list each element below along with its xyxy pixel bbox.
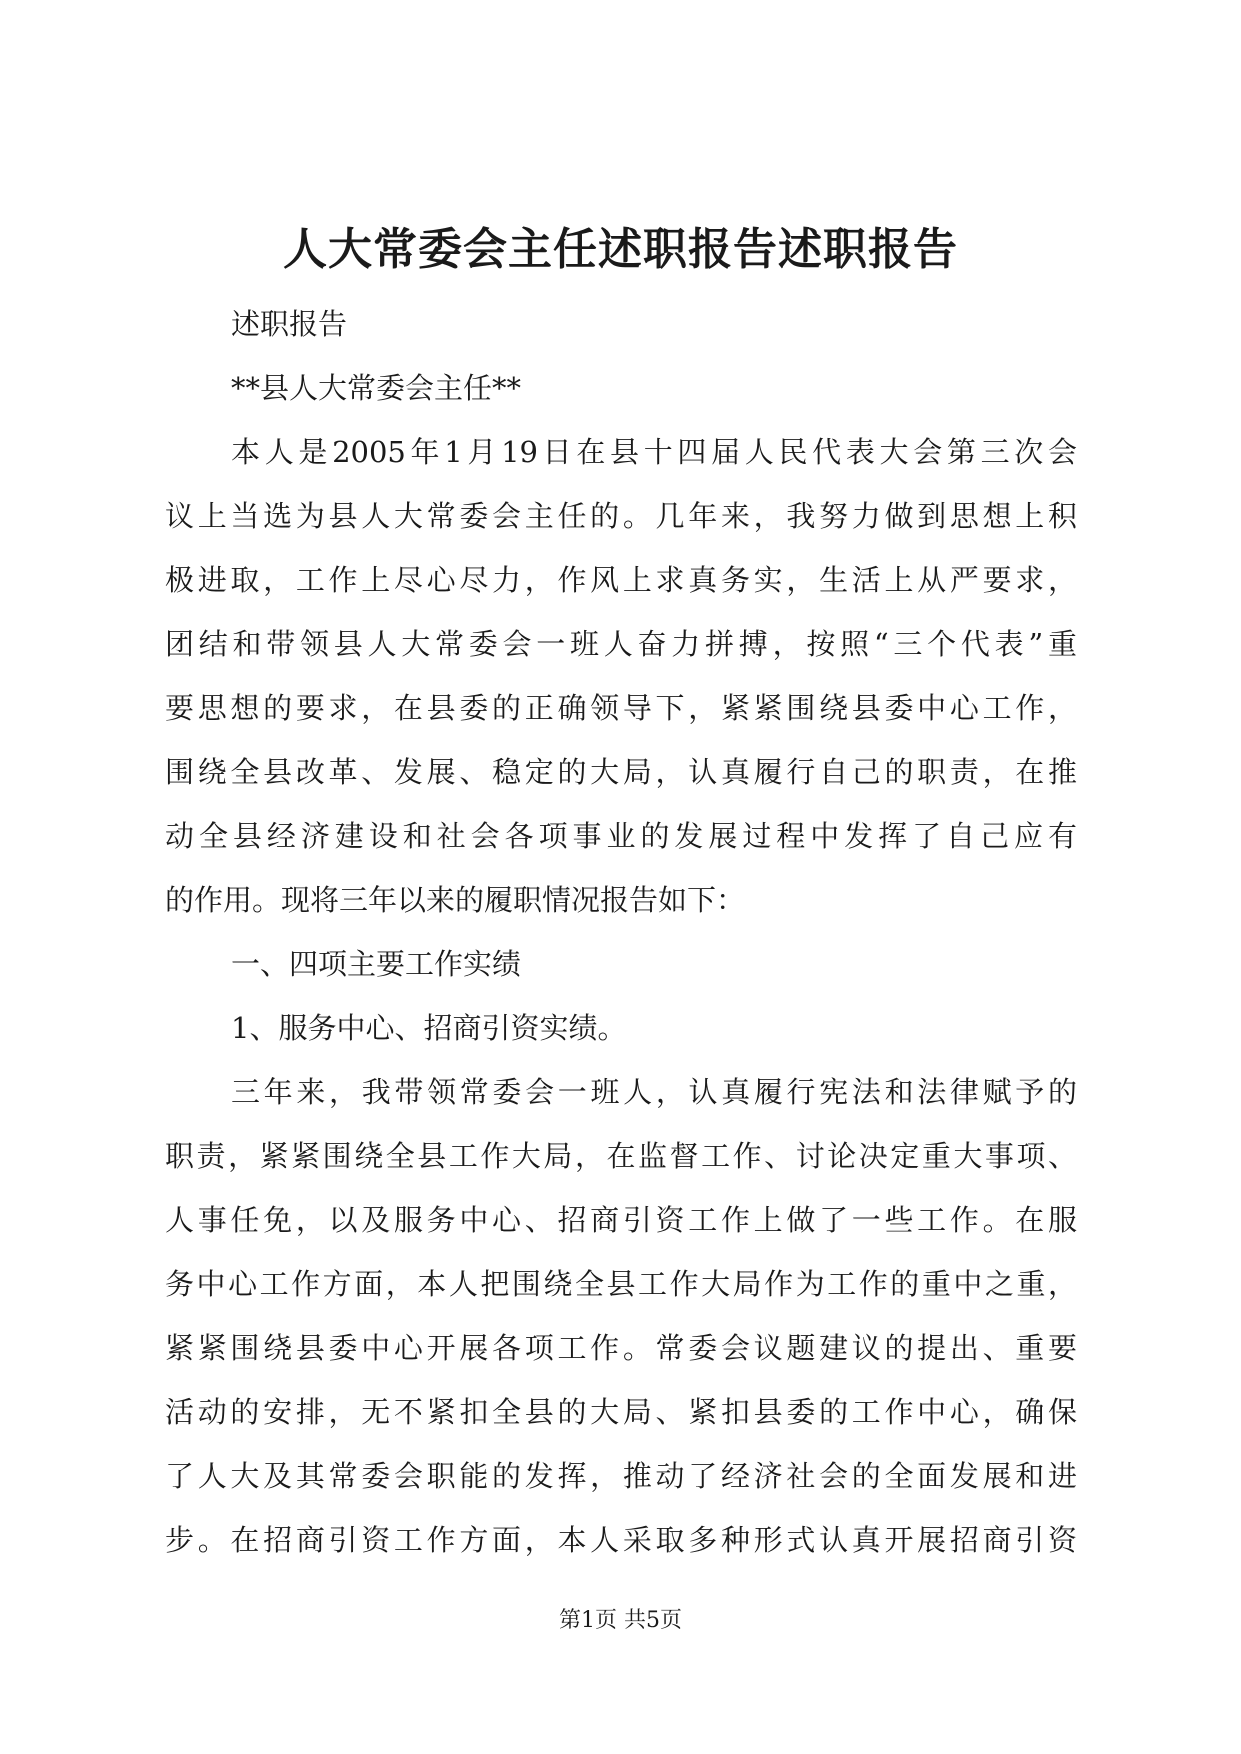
paragraph-line: 的作用。现将三年以来的履职情况报告如下： bbox=[165, 883, 746, 917]
paragraph-line: 围绕全县改革、发展、稳定的大局，认真履行自己的职责，在推 bbox=[165, 755, 1077, 789]
author-line: **县人大常委会主任** bbox=[231, 371, 522, 405]
paragraph-line: 人事任免，以及服务中心、招商引资工作上做了一些工作。在服 bbox=[165, 1203, 1077, 1237]
paragraph-line: 步。在招商引资工作方面，本人采取多种形式认真开展招商引资 bbox=[165, 1523, 1077, 1557]
page-footer bbox=[0, 1606, 1241, 1636]
paragraph-line: 职责，紧紧围绕全县工作大局，在监督工作、讨论决定重大事项、 bbox=[165, 1139, 1077, 1173]
subsection-heading: 1、服务中心、招商引资实绩。 bbox=[231, 1011, 627, 1045]
document-title: 人大常委会主任述职报告述职报告 bbox=[283, 224, 958, 275]
section-heading: 一、四项主要工作实绩 bbox=[231, 947, 522, 981]
document-body bbox=[165, 292, 1077, 1572]
paragraph-line: 团结和带领县人大常委会一班人奋力拼搏，按照“三个代表”重 bbox=[165, 627, 1077, 661]
paragraph-line: 紧紧围绕县委中心开展各项工作。常委会议题建议的提出、重要 bbox=[165, 1331, 1077, 1365]
paragraph-line: 三年来，我带领常委会一班人，认真履行宪法和法律赋予的 bbox=[231, 1075, 1077, 1109]
subtitle-line: 述职报告 bbox=[231, 307, 348, 341]
paragraph-line: 务中心工作方面，本人把围绕全县工作大局作为工作的重中之重， bbox=[165, 1267, 1077, 1301]
paragraph-line: 动全县经济建设和社会各项事业的发展过程中发挥了自己应有 bbox=[165, 819, 1077, 853]
paragraph-line: 本人是2005年1月19日在县十四届人民代表大会第三次会 bbox=[231, 435, 1077, 469]
paragraph-line: 活动的安排，无不紧扣全县的大局、紧扣县委的工作中心，确保 bbox=[165, 1395, 1077, 1429]
paragraph-line: 要思想的要求，在县委的正确领导下，紧紧围绕县委中心工作， bbox=[165, 691, 1077, 725]
paragraph-line: 议上当选为县人大常委会主任的。几年来，我努力做到思想上积 bbox=[165, 499, 1077, 533]
paragraph-line: 极进取，工作上尽心尽力，作风上求真务实，生活上从严要求， bbox=[165, 563, 1077, 597]
paragraph-line: 了人大及其常委会职能的发挥，推动了经济社会的全面发展和进 bbox=[165, 1459, 1077, 1493]
page-indicator: 第1页 共5页 bbox=[559, 1608, 682, 1633]
